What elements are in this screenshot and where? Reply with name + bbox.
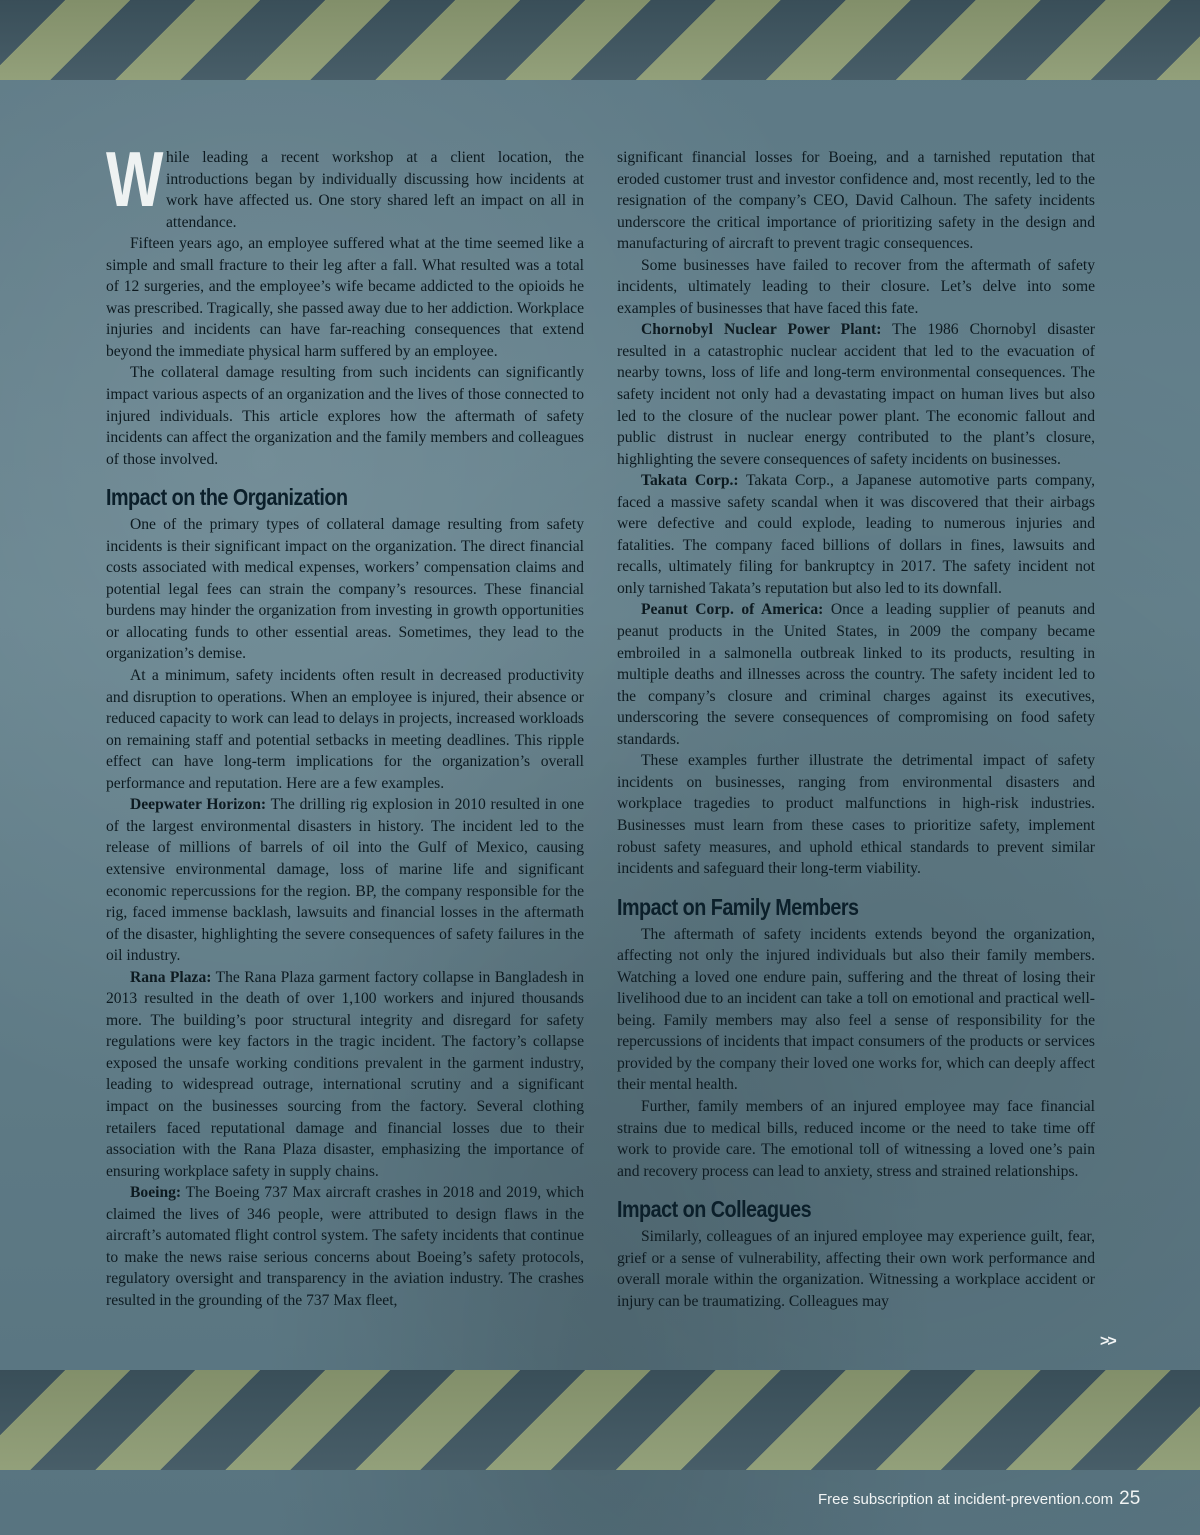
hazard-stripe-top (0, 0, 1200, 80)
paragraph: Similarly, colleagues of an injured employee may experience guilt, fear, grief or a sense of vulnerability, affecting their own work performance and overall morale within the organization. Witnessing a workplace accident or injury can be traumatizing. Colleagues may (617, 1228, 1095, 1310)
example-label: Peanut Corp. of America: (641, 601, 824, 619)
section-heading-colleagues: Impact on Colleagues (617, 1196, 812, 1223)
example-label: Deepwater Horizon: (130, 796, 267, 814)
example-rana-plaza: Rana Plaza: The Rana Plaza garment factory collapse in Bangladesh in 2013 resulted in the death of over 1,100 workers and injured thousands more. The building’s poor structural integrity and disregard for safety regulations were key factors in the tragic incident. The factory’s collapse exposed the unsafe working conditions prevalent in the garment industry, leading to widespread outrage, international scrutiny and a significant impact on the businesses sourcing from the factory. Several clothing retailers faced reputational damage and financial losses due to their association with the Rana Plaza disaster, emphasizing the importance of ensuring workplace safety in supply chains. (106, 968, 584, 1180)
example-label: Takata Corp.: (641, 472, 739, 490)
paragraph: Some businesses have failed to recover from the aftermath of safety incidents, ultimately leading to their closure. Let’s delve into some examples of businesses that have faced this fate. (617, 256, 1095, 317)
page-number: 25 (1119, 1488, 1141, 1509)
example-label: Rana Plaza: (130, 968, 212, 986)
section-heading-organization: Impact on the Organization (106, 484, 348, 511)
page-footer (818, 1488, 1168, 1510)
paragraph-continued: significant financial losses for Boeing, and a tarnished reputation that eroded customer trust and investor confidence and, most recently, led to the resignation of the company’s CEO, David Calhoun. The safety incidents underscore the critical importance of prioritizing safety in the design and manufacturing of aircraft to prevent tragic consequences. (617, 149, 1095, 253)
drop-cap: W (106, 135, 164, 223)
paragraph: The collateral damage resulting from such incidents can significantly impact various aspects of an organization and the lives of those connected to injured individuals. This article explores how the aftermath of safety incidents can affect the organization and the family members and colleagues of those involved. (106, 364, 584, 468)
article-column-left (106, 135, 585, 1311)
subscription-link[interactable]: Free subscription at incident-prevention.com (818, 1491, 1114, 1508)
paragraph: These examples further illustrate the detrimental impact of safety incidents on businesses, ranging from environmental disasters and workplace tragedies to product malfunctions in high-risk industries. Businesses must learn from these cases to prioritize safety, implement robust safety measures, and uphold ethical standards to prevent similar incidents and safeguard their long-term viability. (617, 752, 1095, 878)
example-takata: Takata Corp.: Takata Corp., a Japanese automotive parts company, faced a massive safety scandal when it was discovered that their airbags were defective and could explode, leading to numerous injuries and fatalities. The company faced billions of dollars in fines, lawsuits and recalls, ultimately filing for bankruptcy in 2017. The safety incident not only tarnished Takata’s reputation but also led to its downfall. (617, 472, 1096, 597)
example-boeing: Boeing: The Boeing 737 Max aircraft crashes in 2018 and 2019, which claimed the lives of 346 people, were attributed to design flaws in the aircraft’s automated flight control system. The safety incidents that continue to make the news raise serious concerns about Boeing’s safety protocols, regulatory oversight and transparency in the aviation industry. The crashes resulted in the grounding of the 737 Max fleet, (106, 1184, 584, 1309)
article-column-right (617, 147, 1095, 1312)
continue-arrow-icon: >> (1100, 1333, 1115, 1350)
paragraph: The aftermath of safety incidents extends beyond the organization, affecting not only the injured individuals but also their family members. Watching a loved one endure pain, suffering and the threat of losing their livelihood due to an incident can take a toll on emotional and practical well-being. Family members may also feel a sense of responsibility for the repercussions of incidents that impact consumers of the products or services provided by the company their loved one works for, which can deeply affect their mental health. (617, 925, 1095, 1094)
hazard-stripe-bottom (0, 1370, 1200, 1470)
example-label: Boeing: (130, 1184, 182, 1202)
section-heading-family: Impact on Family Members (617, 893, 859, 920)
paragraph: Further, family members of an injured employee may face financial strains due to medical bills, reduced income or the need to take time off work to provide care. The emotional toll of witnessing a loved one’s pain and recovery process can lead to anxiety, stress and strained relationships. (617, 1097, 1095, 1180)
paragraph: At a minimum, safety incidents often result in decreased productivity and disruption to operations. When an employee is injured, their absence or reduced capacity to work can lead to delays in projects, increased workloads on remaining staff and potential setbacks in meeting deadlines. This ripple effect can have long-term implications for the organization’s overall performance and reputation. Here are a few examples. (106, 667, 584, 792)
example-peanut-corp: Peanut Corp. of America: Once a leading supplier of peanuts and peanut products in the United States, in 2009 the company became embroiled in a salmonella outbreak linked to its products, resulting in multiple deaths and illnesses across the country. The safety incident led to the company’s closure and criminal charges against its executives, underscoring the severe consequences of compromising on food safety standards. (617, 601, 1095, 748)
intro-paragraph: While leading a recent workshop at a client location, the introductions began by individually discussing how incidents at work have affected us. One story shared left an impact on all in attendance. (106, 135, 584, 231)
example-chornobyl: Chornobyl Nuclear Power Plant: The 1986 Chornobyl disaster resulted in a catastrophic nuclear accident that led to the evacuation of nearby towns, loss of life and long-term environmental consequences. The safety incident not only had a devastating impact on human lives but also led to the closure of the nuclear power plant. The economic fallout and public distrust in nuclear energy contributed to the plant’s closure, highlighting the severe consequences of safety incidents on businesses. (617, 321, 1095, 468)
paragraph: Fifteen years ago, an employee suffered what at the time seemed like a simple and small fracture to their leg after a fall. What resulted was a total of 12 surgeries, and the employee’s wife became addicted to the opioids he was prescribed. Tragically, she passed away due to her addiction. Workplace injuries and incidents can have far-reaching consequences that extend beyond the immediate physical harm suffered by an employee. (106, 235, 584, 360)
example-deepwater-horizon: Deepwater Horizon: The drilling rig explosion in 2010 resulted in one of the largest environmental disasters in history. The incident led to the release of millions of barrels of oil into the Gulf of Mexico, causing extensive environmental damage, loss of marine life and significant economic repercussions for the region. BP, the company responsible for the rig, faced immense backlash, lawsuits and financial losses in the aftermath of the disaster, highlighting the severe consequences of safety failures in the oil industry. (106, 796, 585, 965)
paragraph: One of the primary types of collateral damage resulting from safety incidents is their significant impact on the organization. The direct financial costs associated with medical expenses, workers’ compensation claims and potential legal fees can strain the company’s resources. These financial burdens may hinder the organization from investing in growth opportunities or allocating funds to other essential areas. Sometimes, they lead to the organization’s demise. (106, 516, 584, 663)
example-label: Chornobyl Nuclear Power Plant: (641, 321, 882, 339)
